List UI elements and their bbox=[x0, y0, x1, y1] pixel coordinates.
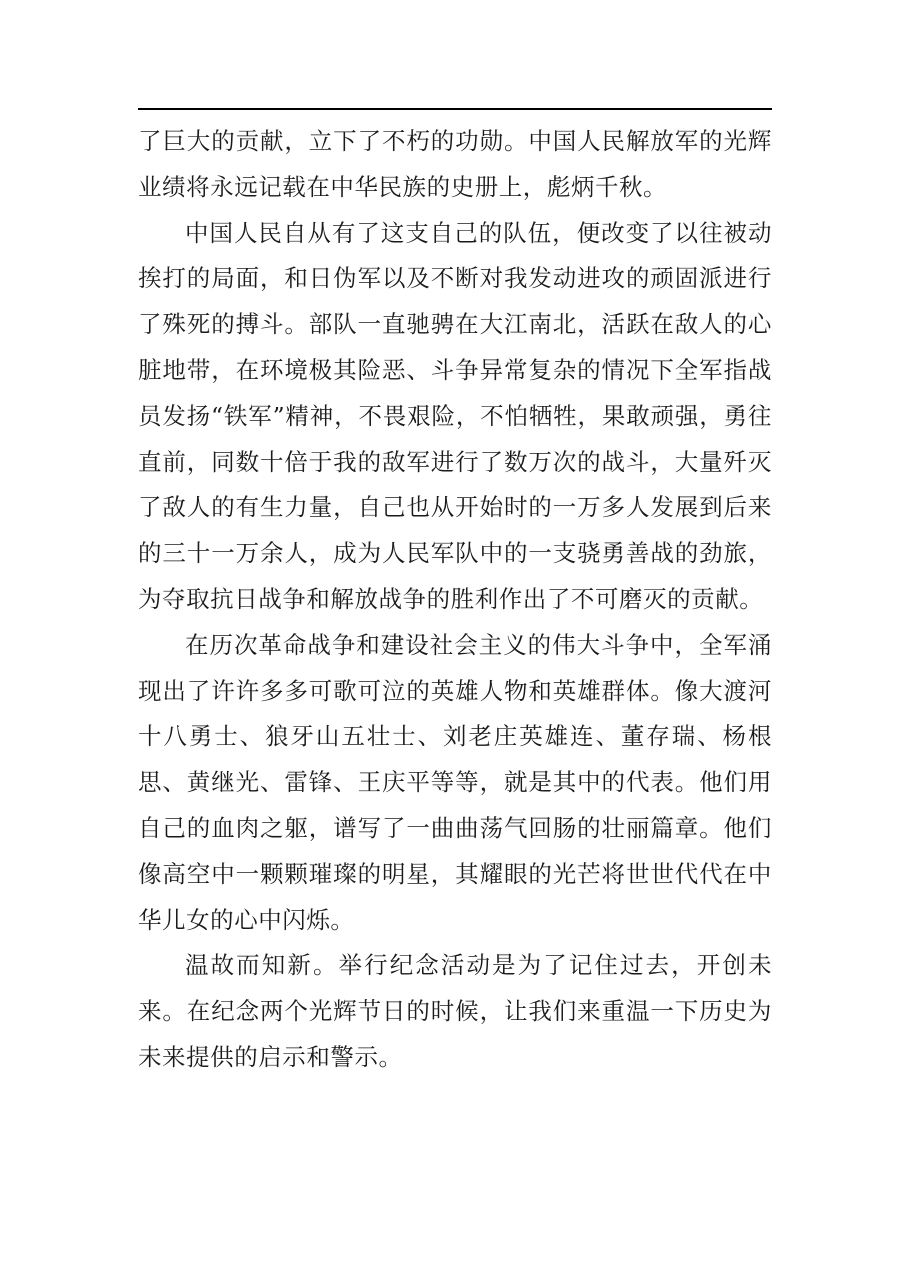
paragraph-1: 了巨大的贡献，立下了不朽的功勋。中国人民解放军的光辉业绩将永远记载在中华民族的史册上，彪炳千秋。 bbox=[138, 127, 772, 201]
paragraph-3: 在历次革命战争和建设社会主义的伟大斗争中，全军涌现出了许许多多可歌可泣的英雄人物和英雄群体。像大渡河十八勇士、狼牙山五壮士、刘老庄英雄连、董存瑞、杨根思、黄继光、雷锋、王庆平等等，就是其中的代表。他们用自己的血肉之躯，谱写了一曲曲荡气回肠的壮丽篇章。他们像高空中一颗颗璀璨的明星，其耀眼的光芒将世世代代在中华儿女的心中闪烁。 bbox=[138, 630, 772, 934]
paragraph-4: 温故而知新。举行纪念活动是为了记住过去，开创未来。在纪念两个光辉节日的时候，让我们来重温一下历史为未来提供的启示和警示。 bbox=[138, 951, 772, 1071]
header-rule bbox=[138, 108, 772, 110]
document-body bbox=[138, 119, 772, 1081]
paragraph-2: 中国人民自从有了这支自己的队伍，便改变了以往被动挨打的局面，和日伪军以及不断对我发动进攻的顽固派进行了殊死的搏斗。部队一直驰骋在大江南北，活跃在敌人的心脏地带，在环境极其险恶、斗争异常复杂的情况下全军指战员发扬“铁军”精神，不畏艰险，不怕牺牲，果敢顽强，勇往直前，同数十倍于我的敌军进行了数万次的战斗，大量歼灭了敌人的有生力量，自己也从开始时的一万多人发展到后来的三十一万余人，成为人民军队中的一支骁勇善战的劲旅，为夺取抗日战争和解放战争的胜利作出了不可磨灭的贡献。 bbox=[138, 218, 772, 613]
